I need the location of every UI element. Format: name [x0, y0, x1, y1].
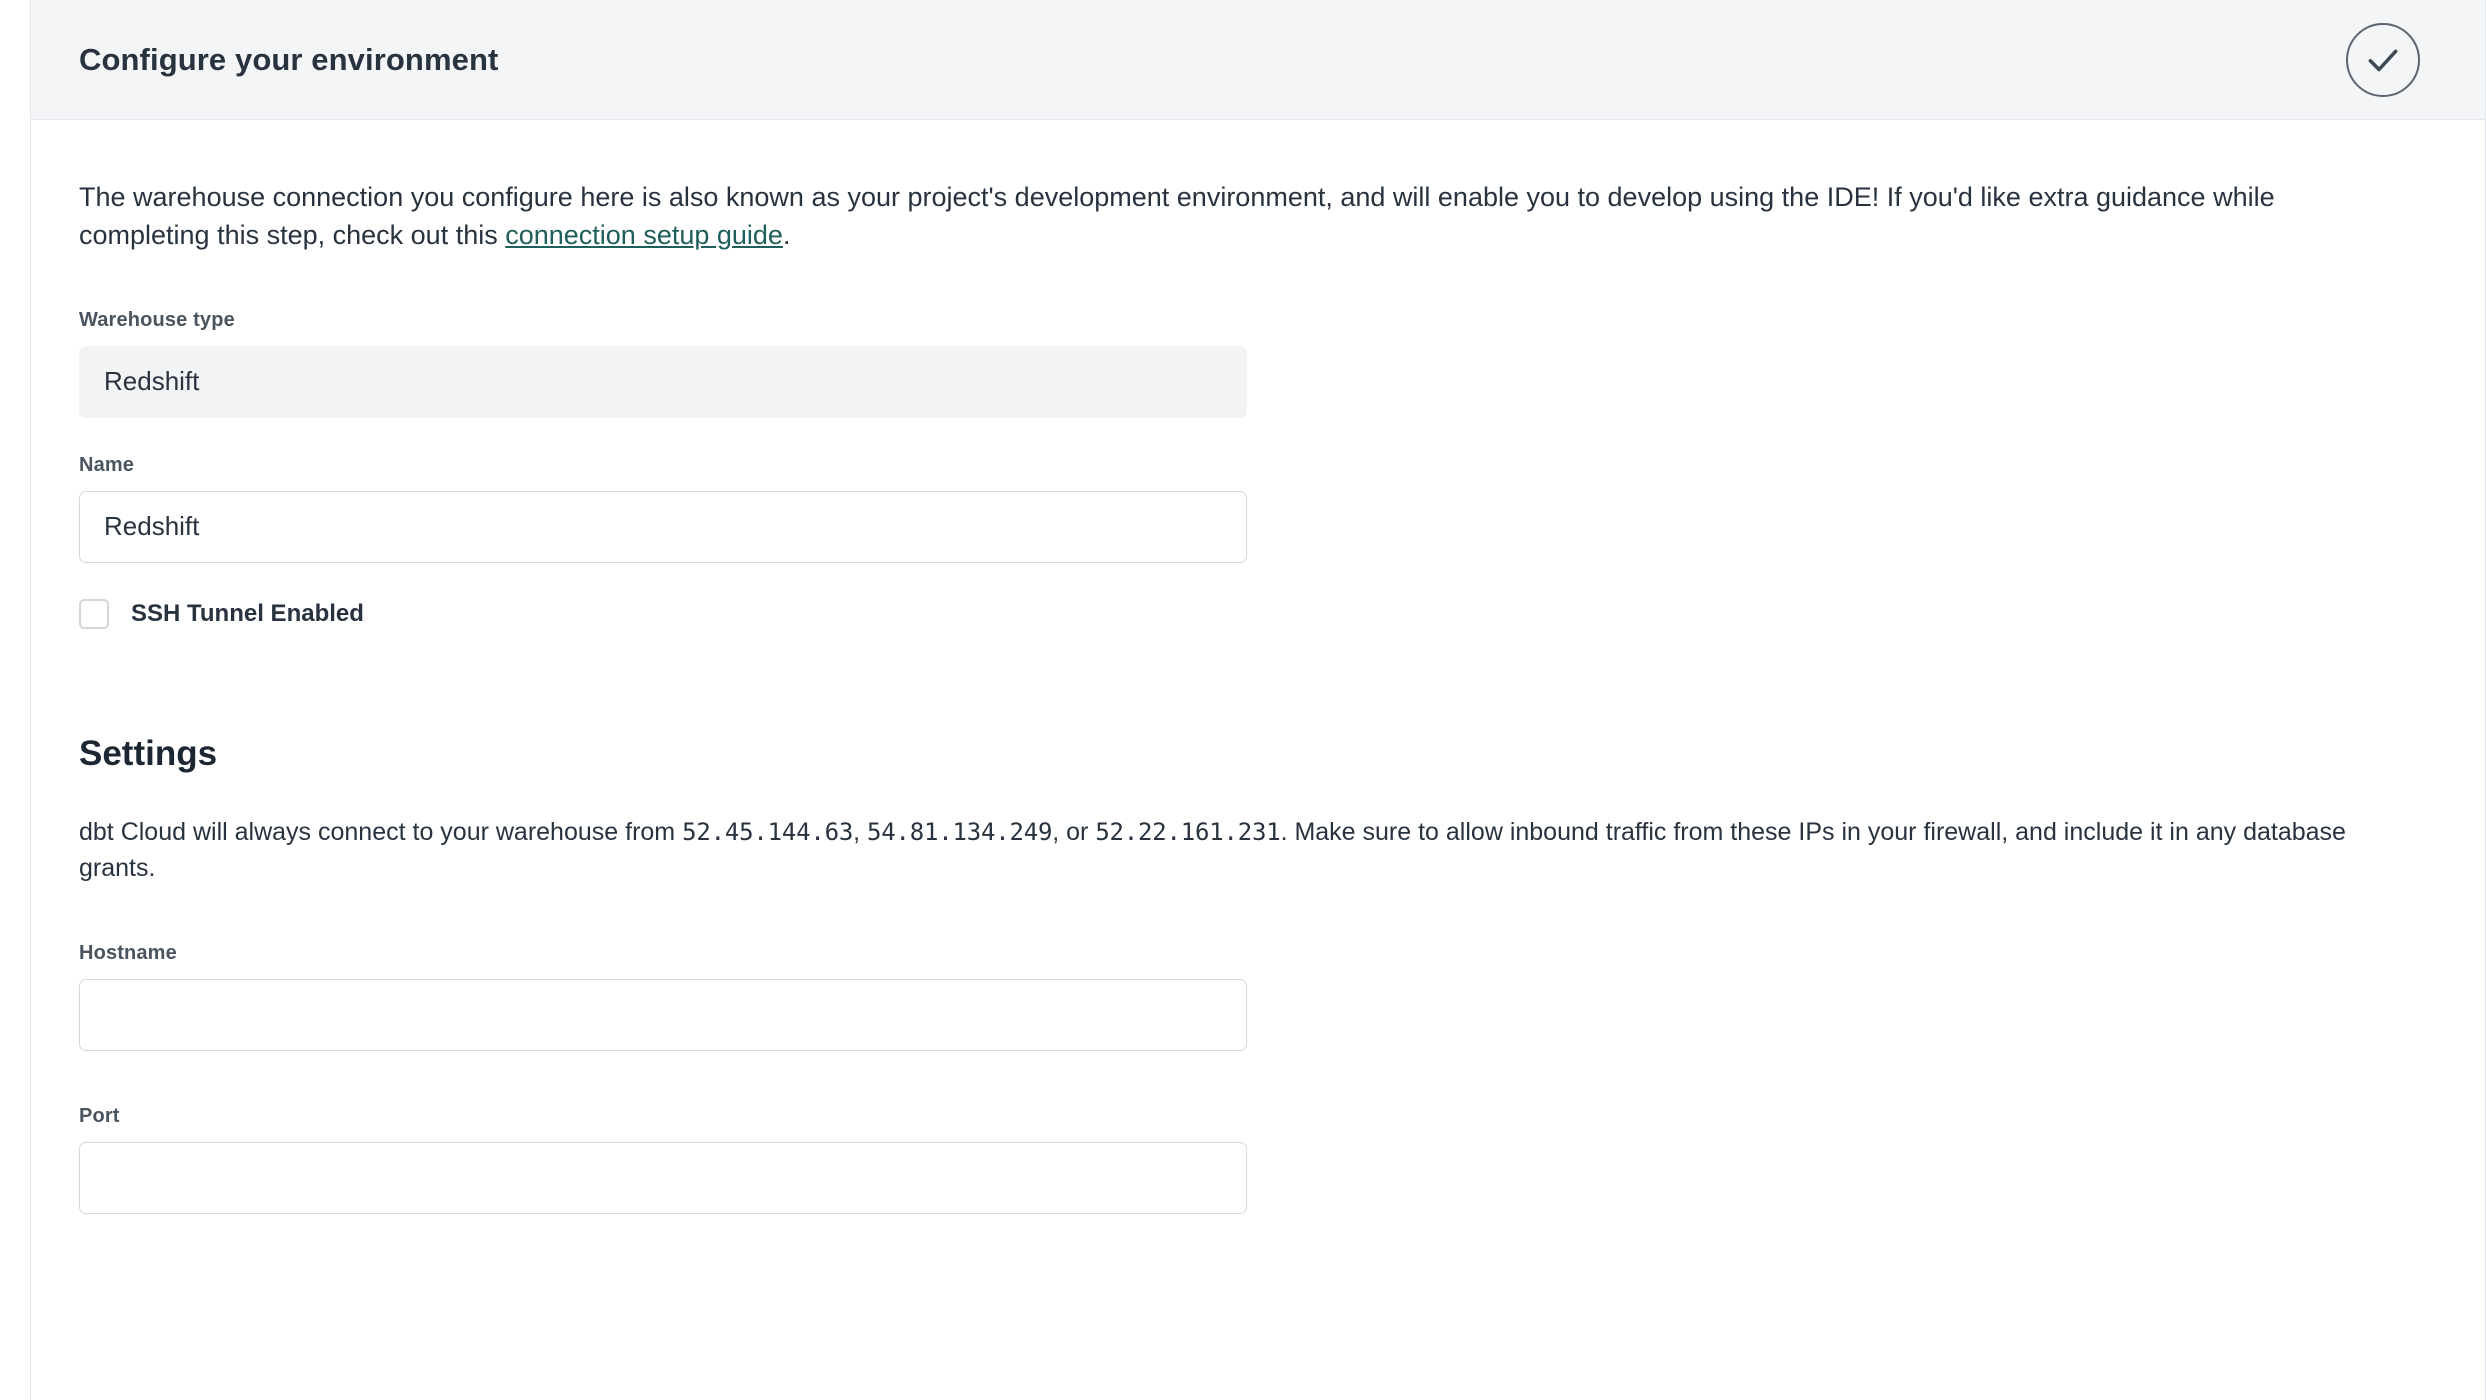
page-title: Configure your environment [79, 41, 499, 77]
settings-section-title: Settings [79, 733, 218, 773]
hostname-label: Hostname [79, 942, 177, 965]
hostname-input[interactable] [79, 979, 1247, 1051]
warehouse-type-field [79, 309, 2437, 418]
ip-separator-2: , or [1052, 817, 1096, 846]
intro-text-after: . [782, 220, 791, 251]
ssh-tunnel-label: SSH Tunnel Enabled [131, 599, 364, 627]
card-body [31, 120, 2485, 1214]
hostname-field [79, 942, 2437, 1051]
port-field [79, 1105, 2437, 1214]
check-circle-icon [2346, 23, 2420, 97]
warehouse-type-value: Redshift [79, 346, 1247, 418]
ssh-tunnel-row[interactable] [79, 599, 2437, 629]
settings-desc-part2: . Make sure to allow inbound traffic from these IPs in your firewall, and include it in any database grants. [79, 817, 2346, 882]
ssh-tunnel-checkbox[interactable] [79, 599, 109, 629]
settings-description [79, 814, 2409, 887]
connection-setup-guide-link[interactable]: connection setup guide [505, 220, 783, 251]
name-field [79, 454, 2437, 563]
ip-address-2: 54.81.134.249 [866, 817, 1053, 846]
settings-desc-part1: dbt Cloud will always connect to your warehouse from [79, 817, 683, 846]
warehouse-type-label: Warehouse type [79, 308, 235, 331]
ip-address-3: 52.22.161.231 [1095, 817, 1281, 846]
ip-separator-1: , [853, 817, 867, 846]
name-input[interactable]: Redshift [79, 491, 1247, 563]
ip-address-1: 52.45.144.63 [682, 817, 854, 846]
name-label: Name [79, 453, 135, 476]
intro-paragraph [79, 178, 2379, 255]
configure-environment-card [30, 0, 2486, 1400]
card-header [31, 0, 2485, 120]
port-input[interactable] [79, 1142, 1247, 1214]
intro-text-before: The warehouse connection you configure here is also known as your project's development environment, and will enable you to develop using the IDE! If you'd like extra guidance while completing this step, check out this [79, 182, 2275, 251]
port-label: Port [79, 1105, 120, 1128]
